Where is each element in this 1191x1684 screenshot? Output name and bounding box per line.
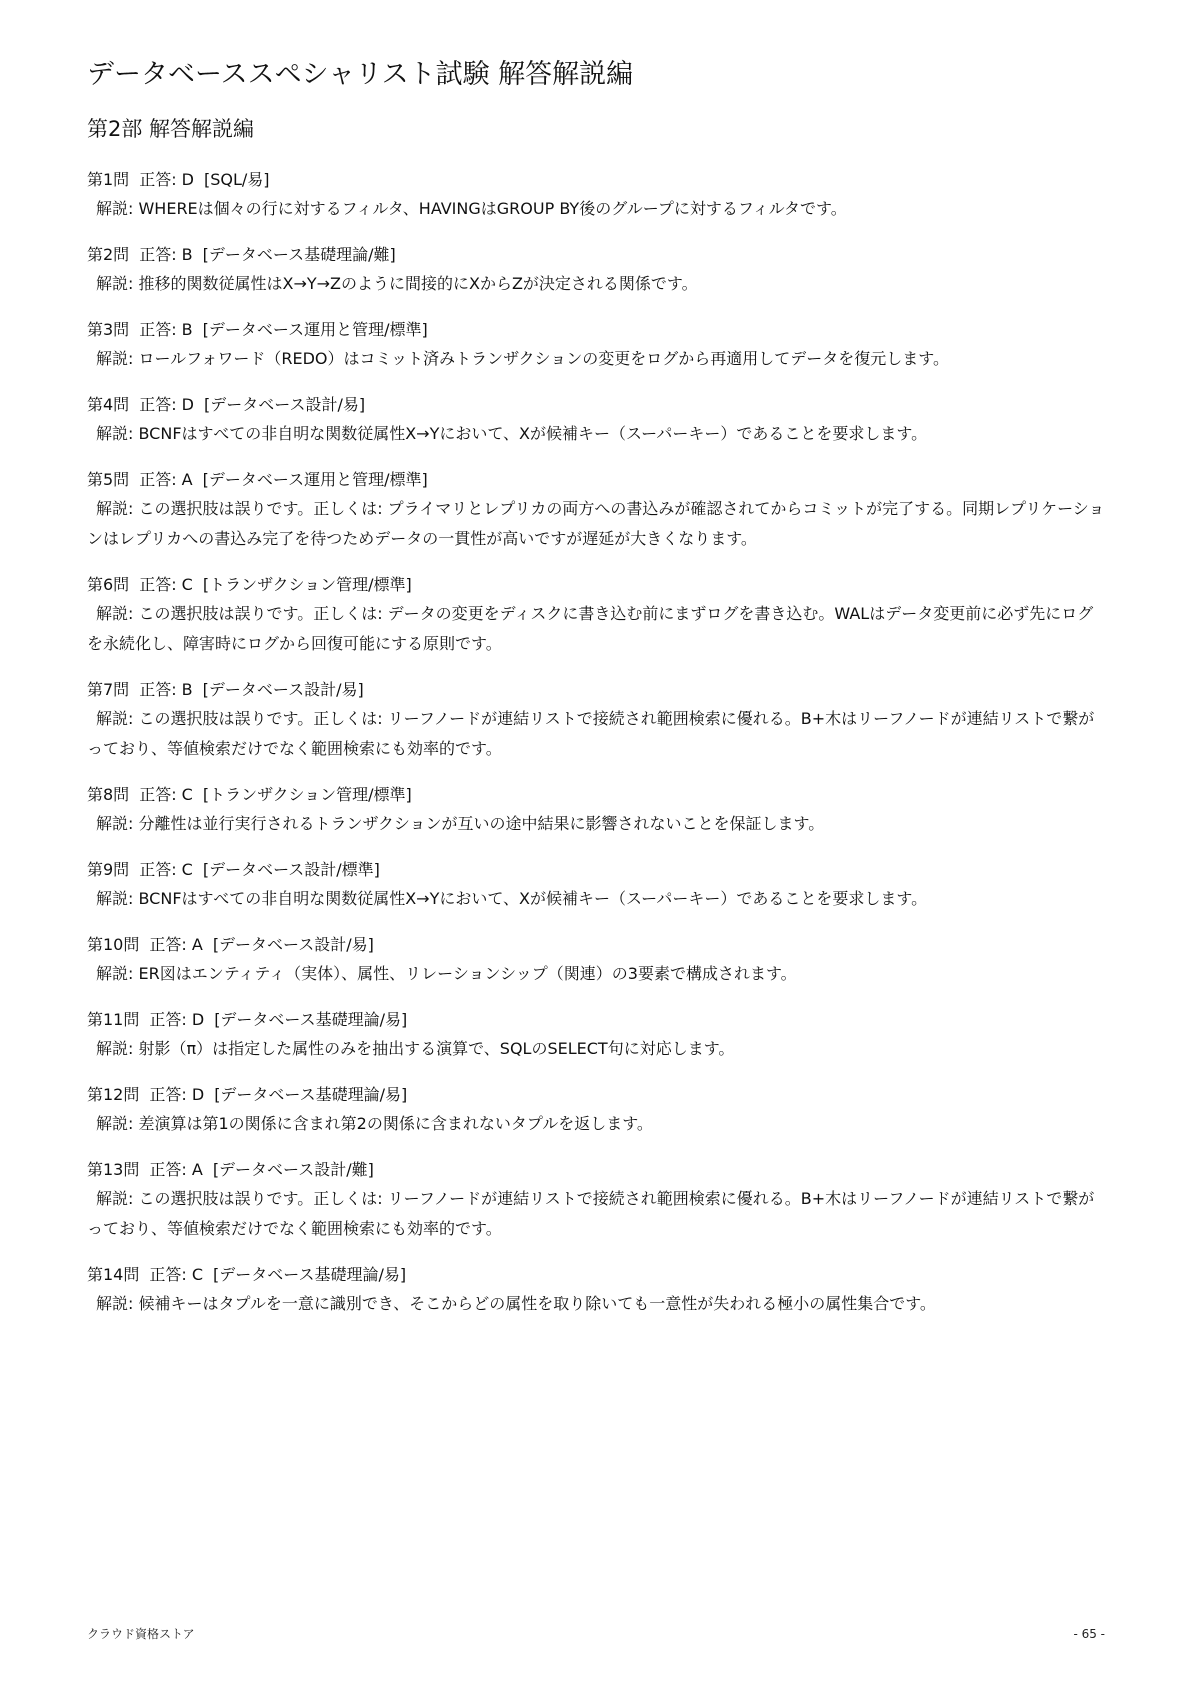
question-header	[87, 858, 1107, 882]
correct-answer: 正答: A	[149, 1160, 203, 1179]
question-number: 第13問	[87, 1160, 140, 1179]
question-category: [データベース設計/易]	[202, 680, 364, 699]
question-header	[87, 1008, 1107, 1032]
correct-answer: 正答: D	[139, 170, 194, 189]
question-number: 第10問	[87, 935, 140, 954]
explanation-text: 解説: 推移的関数従属性はX→Y→Zのように間接的にXからZが決定される関係です。	[96, 274, 698, 293]
explanation-text: 解説: 射影（π）は指定した属性のみを抽出する演算で、SQLのSELECT句に対応します。	[96, 1039, 735, 1058]
question-header	[87, 168, 1107, 192]
explanation-text: 解説: ER図はエンティティ（実体）、属性、リレーションシップ（関連）の3要素で構成されます。	[96, 964, 797, 983]
explanation-text: 解説: WHEREは個々の行に対するフィルタ、HAVINGはGROUP BY後のグループに対するフィルタです。	[96, 199, 847, 218]
correct-answer: 正答: A	[149, 935, 203, 954]
answer-item	[87, 168, 1107, 224]
question-category: [データベース設計/易]	[212, 935, 374, 954]
answer-item	[87, 318, 1107, 374]
question-category: [データベース運用と管理/標準]	[202, 470, 428, 489]
question-header	[87, 318, 1107, 342]
question-category: [データベース基礎理論/易]	[214, 1010, 408, 1029]
question-number: 第4問	[87, 395, 130, 414]
answer-item	[87, 243, 1107, 299]
answer-item	[87, 393, 1107, 449]
question-header	[87, 393, 1107, 417]
question-category: [データベース設計/易]	[204, 395, 366, 414]
answer-list	[87, 168, 1107, 1319]
correct-answer: 正答: B	[139, 680, 193, 699]
answer-item	[87, 1158, 1107, 1244]
question-header	[87, 933, 1107, 957]
question-header	[87, 678, 1107, 702]
correct-answer: 正答: B	[139, 245, 193, 264]
answer-item	[87, 858, 1107, 914]
explanation-text: 解説: BCNFはすべての非自明な関数従属性X→Yにおいて、Xが候補キー（スーパーキー）であることを要求します。	[96, 424, 928, 443]
question-number: 第7問	[87, 680, 130, 699]
correct-answer: 正答: C	[149, 1265, 204, 1284]
question-number: 第1問	[87, 170, 130, 189]
question-category: [トランザクション管理/標準]	[202, 575, 412, 594]
question-header	[87, 783, 1107, 807]
explanation-text: 解説: この選択肢は誤りです。正しくは: リーフノードが連結リストで接続され範囲検索に優れる。B+木はリーフノードが連結リストで繋がっており、等値検索だけでなく範囲検索にも効率的です。	[87, 709, 1095, 758]
answer-item	[87, 783, 1107, 839]
question-number: 第2問	[87, 245, 130, 264]
question-category: [データベース基礎理論/易]	[213, 1265, 407, 1284]
question-number: 第11問	[87, 1010, 140, 1029]
answer-item	[87, 933, 1107, 989]
answer-item	[87, 1008, 1107, 1064]
correct-answer: 正答: C	[139, 575, 193, 594]
question-number: 第6問	[87, 575, 130, 594]
answer-item	[87, 573, 1107, 659]
document-page	[87, 50, 1107, 1338]
question-category: [SQL/易]	[204, 170, 270, 189]
explanation-text: 解説: 候補キーはタプルを一意に識別でき、そこからどの属性を取り除いても一意性が失われる極小の属性集合です。	[96, 1294, 936, 1313]
question-number: 第9問	[87, 860, 130, 879]
document-title: データベーススペシャリスト試験 解答解説編	[87, 59, 634, 90]
correct-answer: 正答: C	[139, 860, 193, 879]
correct-answer: 正答: D	[139, 395, 194, 414]
question-header	[87, 1158, 1107, 1182]
question-category: [データベース設計/標準]	[202, 860, 380, 879]
correct-answer: 正答: D	[149, 1085, 205, 1104]
question-number: 第14問	[87, 1265, 140, 1284]
answer-item	[87, 1083, 1107, 1139]
question-header	[87, 1263, 1107, 1287]
question-header	[87, 1083, 1107, 1107]
question-number: 第12問	[87, 1085, 140, 1104]
explanation-text: 解説: ロールフォワード（REDO）はコミット済みトランザクションの変更をログから再適用してデータを復元します。	[96, 349, 949, 368]
question-number: 第5問	[87, 470, 130, 489]
footer-page-number: - 65 -	[1073, 1627, 1105, 1641]
question-category: [データベース運用と管理/標準]	[202, 320, 428, 339]
explanation-text: 解説: この選択肢は誤りです。正しくは: リーフノードが連結リストで接続され範囲検索に優れる。B+木はリーフノードが連結リストで繋がっており、等値検索だけでなく範囲検索にも効率的です。	[87, 1189, 1095, 1238]
question-header	[87, 468, 1107, 492]
explanation-text: 解説: 分離性は並行実行されるトランザクションが互いの途中結果に影響されないことを保証します。	[96, 814, 825, 833]
correct-answer: 正答: C	[139, 785, 193, 804]
part-title: 第2部 解答解説編	[87, 117, 255, 141]
explanation-text: 解説: この選択肢は誤りです。正しくは: プライマリとレプリカの両方への書込みが確認されてからコミットが完了する。同期レプリケーションはレプリカへの書込み完了を待つためデータの一貫性が高いですが遅延が大きくなります。	[87, 499, 1105, 548]
correct-answer: 正答: D	[149, 1010, 205, 1029]
explanation-text: 解説: 差演算は第1の関係に含まれ第2の関係に含まれないタプルを返します。	[96, 1114, 653, 1133]
question-category: [データベース基礎理論/難]	[202, 245, 396, 264]
question-header	[87, 573, 1107, 597]
question-header	[87, 243, 1107, 267]
question-number: 第8問	[87, 785, 130, 804]
answer-item	[87, 678, 1107, 764]
footer-publisher: クラウド資格ストア	[87, 1627, 195, 1641]
explanation-text: 解説: この選択肢は誤りです。正しくは: データの変更をディスクに書き込む前にまずログを書き込む。WALはデータ変更前に必ず先にログを永続化し、障害時にログから回復可能にする原則です。	[87, 604, 1094, 653]
question-category: [データベース設計/難]	[212, 1160, 374, 1179]
question-category: [データベース基礎理論/易]	[214, 1085, 408, 1104]
question-number: 第3問	[87, 320, 130, 339]
answer-item	[87, 1263, 1107, 1319]
answer-item	[87, 468, 1107, 554]
explanation-text: 解説: BCNFはすべての非自明な関数従属性X→Yにおいて、Xが候補キー（スーパーキー）であることを要求します。	[96, 889, 928, 908]
correct-answer: 正答: B	[139, 320, 193, 339]
question-category: [トランザクション管理/標準]	[202, 785, 412, 804]
correct-answer: 正答: A	[139, 470, 193, 489]
